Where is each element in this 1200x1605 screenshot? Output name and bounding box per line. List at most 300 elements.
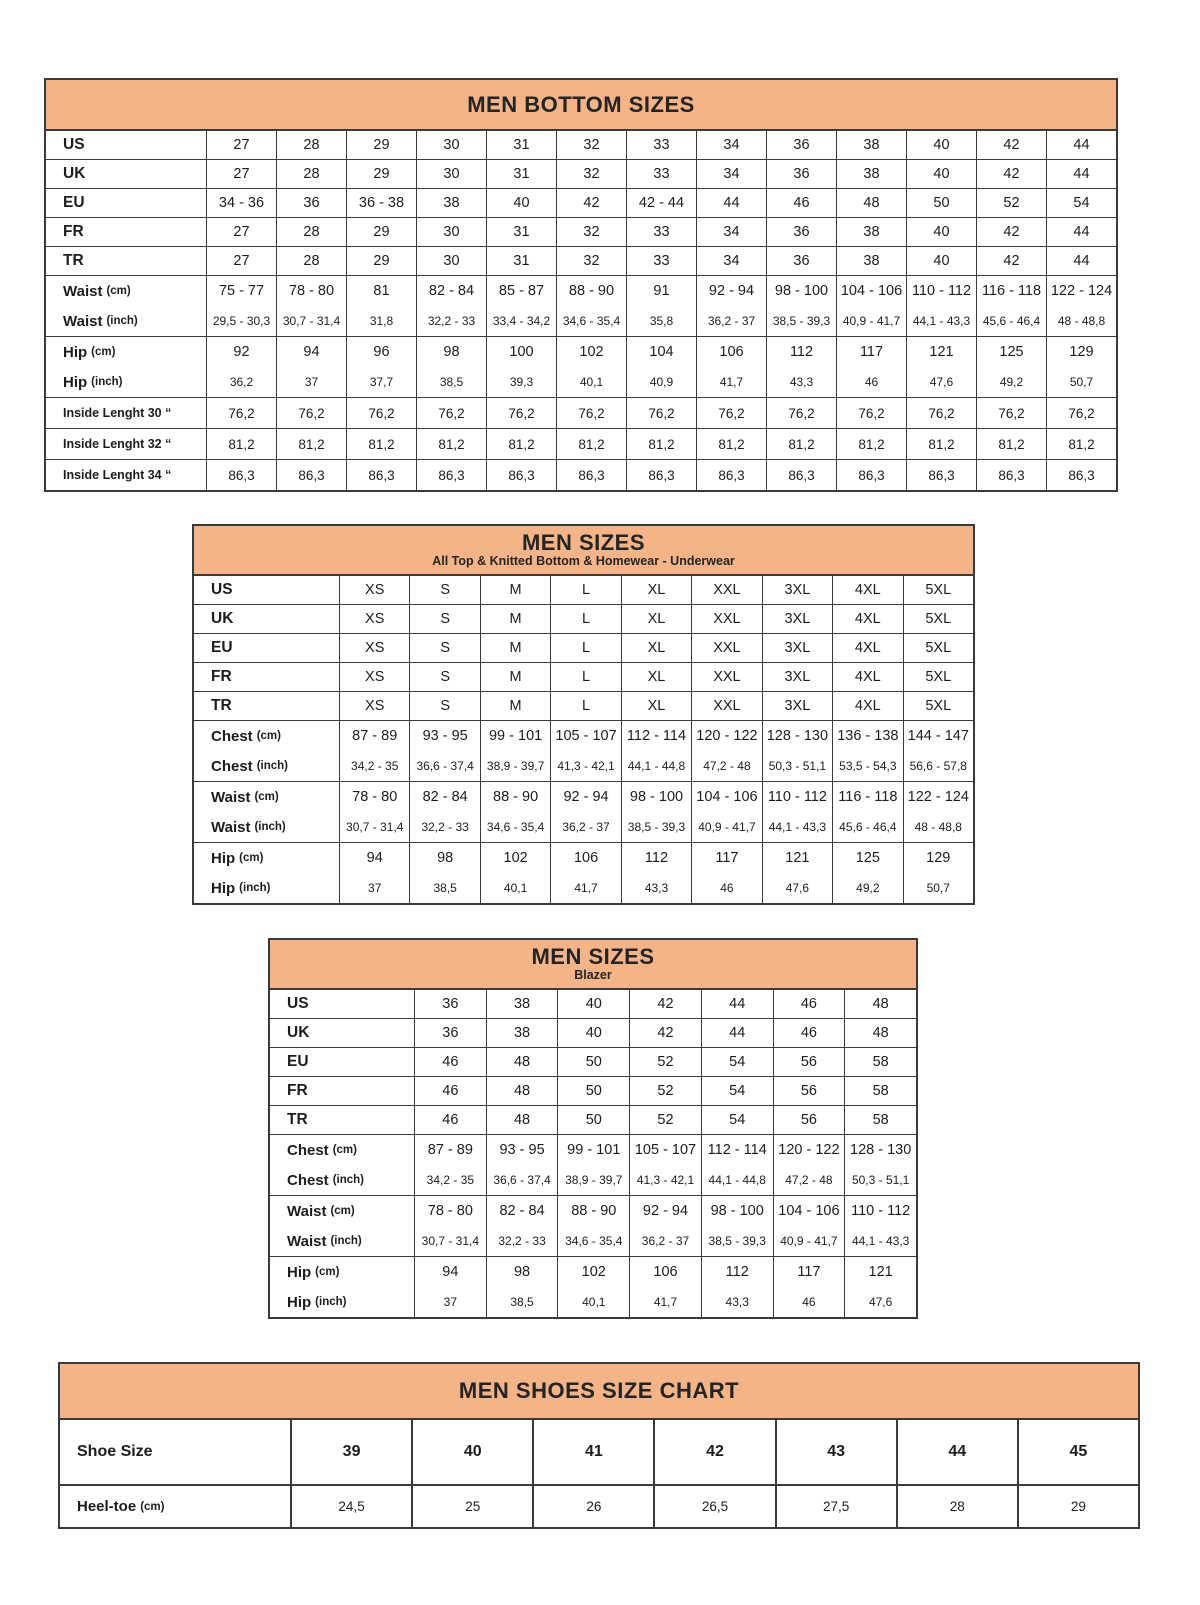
row-group: [270, 1134, 916, 1195]
cell-value: 56: [773, 1048, 845, 1076]
row-label: [194, 751, 339, 781]
cell-value: 121: [844, 1257, 916, 1287]
cell-value: 36: [766, 218, 836, 246]
row-group: [270, 1076, 916, 1105]
row-label-unit: (cm): [256, 730, 281, 742]
cell-value: 32,2 - 33: [409, 812, 479, 842]
row-label-unit: (cm): [330, 1205, 355, 1217]
cell-value: 86,3: [276, 460, 346, 490]
table-row-chest: [270, 1165, 916, 1195]
cell-value: 76,2: [556, 398, 626, 428]
cell-value: XS: [339, 605, 409, 633]
cell-value: 5XL: [903, 605, 973, 633]
cell-value: 81,2: [416, 429, 486, 459]
cell-value: 46: [836, 367, 906, 397]
cell-value: 36: [276, 189, 346, 217]
table-row-tr: [270, 1106, 916, 1134]
cell-value: 78 - 80: [414, 1196, 486, 1226]
cell-value: 36,2: [206, 367, 276, 397]
cell-value: 30: [416, 218, 486, 246]
cell-value: 34,6 - 35,4: [480, 812, 550, 842]
row-group: [46, 131, 1116, 159]
cell-value: 39,3: [486, 367, 556, 397]
cell-value: 48 - 48,8: [903, 812, 973, 842]
cell-value: XL: [621, 576, 691, 604]
cell-value: 27: [206, 160, 276, 188]
cell-value: 120 - 122: [691, 721, 761, 751]
row-label: [270, 1106, 414, 1134]
cell-value: 86,3: [626, 460, 696, 490]
cell-value: 125: [832, 843, 902, 873]
cell-value: 54: [701, 1077, 773, 1105]
cell-value: 26: [532, 1486, 653, 1527]
row-group: [46, 459, 1116, 490]
cell-value: 48: [486, 1106, 558, 1134]
cell-value: 87 - 89: [414, 1135, 486, 1165]
cell-value: 40,1: [480, 873, 550, 903]
cell-value: 34: [696, 160, 766, 188]
cell-value: 47,6: [906, 367, 976, 397]
cell-value: 40,1: [557, 1287, 629, 1317]
cell-value: 98: [486, 1257, 558, 1287]
cell-value: 50,3 - 51,1: [844, 1165, 916, 1195]
row-label-text: Waist: [211, 788, 251, 806]
cell-value: 30,7 - 31,4: [276, 306, 346, 336]
cell-value: 50: [557, 1106, 629, 1134]
row-label: [60, 1486, 290, 1527]
cell-value: 44,1 - 43,3: [906, 306, 976, 336]
row-label-unit: (cm): [239, 852, 264, 864]
row-group: [194, 691, 973, 720]
cell-value: 86,3: [906, 460, 976, 490]
cell-value: 32,2 - 33: [416, 306, 486, 336]
cell-value: 75 - 77: [206, 276, 276, 306]
cell-value: 81: [346, 276, 416, 306]
row-label: [46, 160, 206, 188]
cell-value: 86,3: [206, 460, 276, 490]
cell-value: 38,5 - 39,3: [621, 812, 691, 842]
row-label-unit: (cm): [91, 346, 116, 358]
row-label-text: US: [287, 995, 309, 1012]
cell-value: 76,2: [696, 398, 766, 428]
table-row-inside-lenght-34: [46, 460, 1116, 490]
row-group: [46, 336, 1116, 397]
cell-value: 32: [556, 160, 626, 188]
cell-value: 30: [416, 131, 486, 159]
cell-value: XXL: [691, 576, 761, 604]
cell-value: 94: [414, 1257, 486, 1287]
row-label-text: Chest: [211, 727, 253, 745]
cell-value: XS: [339, 663, 409, 691]
row-group: [194, 842, 973, 903]
cell-value: 116 - 118: [976, 276, 1046, 306]
table-row-us: [270, 990, 916, 1018]
table-row-waist: [46, 276, 1116, 306]
cell-value: 76,2: [766, 398, 836, 428]
table-row-uk: [270, 1019, 916, 1047]
cell-value: 76,2: [416, 398, 486, 428]
cell-value: 76,2: [906, 398, 976, 428]
cell-value: 112: [766, 337, 836, 367]
table-title: MEN BOTTOM SIZES: [467, 91, 695, 117]
cell-value: 46: [414, 1077, 486, 1105]
cell-value: 43,3: [766, 367, 836, 397]
cell-value: 48: [844, 1019, 916, 1047]
row-label-text: FR: [63, 223, 84, 240]
row-label-text: Waist: [63, 312, 103, 330]
row-label-text: Chest: [287, 1141, 329, 1159]
cell-value: 44,1 - 43,3: [844, 1226, 916, 1256]
cell-value: 82 - 84: [416, 276, 486, 306]
table-row-hip: [194, 843, 973, 873]
row-label: [270, 1226, 414, 1256]
cell-value: 34: [696, 131, 766, 159]
row-label: [46, 218, 206, 246]
cell-value: 117: [691, 843, 761, 873]
cell-value: 36: [766, 131, 836, 159]
table-row-us: [46, 131, 1116, 159]
men-shoes-size-chart-table: [58, 1362, 1140, 1529]
cell-value: 81,2: [556, 429, 626, 459]
cell-value: 37: [414, 1287, 486, 1317]
cell-value: 34,6 - 35,4: [557, 1226, 629, 1256]
cell-value: 43: [775, 1420, 896, 1484]
cell-value: 104: [626, 337, 696, 367]
cell-value: XL: [621, 663, 691, 691]
row-label-text: UK: [287, 1024, 310, 1041]
cell-value: 99 - 101: [557, 1135, 629, 1165]
cell-value: XL: [621, 634, 691, 662]
cell-value: 49,2: [976, 367, 1046, 397]
cell-value: 116 - 118: [832, 782, 902, 812]
table-row-chest: [194, 721, 973, 751]
cell-value: 78 - 80: [276, 276, 346, 306]
row-label-text: UK: [63, 165, 86, 182]
row-label-unit: (cm): [140, 1500, 165, 1513]
cell-value: 38,5: [416, 367, 486, 397]
cell-value: 44: [1046, 131, 1116, 159]
table-row-fr: [46, 218, 1116, 246]
table-header: [270, 940, 916, 990]
row-group: [46, 246, 1116, 275]
cell-value: 104 - 106: [836, 276, 906, 306]
cell-value: 3XL: [762, 576, 832, 604]
row-group: [194, 604, 973, 633]
cell-value: 105 - 107: [629, 1135, 701, 1165]
cell-value: 121: [906, 337, 976, 367]
table-row-hip: [270, 1287, 916, 1317]
row-group: [46, 428, 1116, 459]
row-group: [46, 217, 1116, 246]
cell-value: 44: [1046, 247, 1116, 275]
cell-value: 36,6 - 37,4: [486, 1165, 558, 1195]
cell-value: 39: [290, 1420, 411, 1484]
cell-value: 32: [556, 218, 626, 246]
table-row-waist: [270, 1226, 916, 1256]
cell-value: 38: [836, 131, 906, 159]
cell-value: 41,7: [629, 1287, 701, 1317]
row-label-text: TR: [211, 697, 232, 714]
cell-value: 42: [629, 1019, 701, 1047]
cell-value: 3XL: [762, 634, 832, 662]
cell-value: 36: [766, 160, 836, 188]
cell-value: 48: [836, 189, 906, 217]
row-label-unit: (inch): [332, 1174, 364, 1186]
table-row-hip: [270, 1257, 916, 1287]
cell-value: 38,9 - 39,7: [557, 1165, 629, 1195]
row-group: [60, 1484, 1138, 1527]
row-label-text: Hip: [63, 373, 88, 391]
row-label: [46, 189, 206, 217]
cell-value: 36: [766, 247, 836, 275]
row-label-text: US: [63, 136, 85, 153]
row-label: [194, 605, 339, 633]
table-header: [46, 80, 1116, 131]
row-label: [46, 337, 206, 367]
cell-value: 46: [773, 1019, 845, 1047]
cell-value: 46: [414, 1048, 486, 1076]
table-body: [194, 576, 973, 903]
table-row-uk: [46, 160, 1116, 188]
row-label: [194, 782, 339, 812]
cell-value: 117: [836, 337, 906, 367]
cell-value: 76,2: [276, 398, 346, 428]
cell-value: 40: [906, 131, 976, 159]
cell-value: M: [480, 692, 550, 720]
table-row-chest: [270, 1135, 916, 1165]
cell-value: 36,2 - 37: [696, 306, 766, 336]
row-label-text: TR: [63, 252, 84, 269]
cell-value: 37: [339, 873, 409, 903]
cell-value: 44,1 - 44,8: [621, 751, 691, 781]
cell-value: 32: [556, 131, 626, 159]
row-label-unit: (inch): [239, 882, 271, 894]
row-label-text: Heel-toe: [77, 1498, 137, 1515]
cell-value: 5XL: [903, 692, 973, 720]
cell-value: 28: [276, 247, 346, 275]
row-label-text: EU: [63, 194, 85, 211]
row-group: [46, 159, 1116, 188]
row-label-text: Hip: [287, 1263, 312, 1281]
cell-value: 43,3: [701, 1287, 773, 1317]
cell-value: 45,6 - 46,4: [832, 812, 902, 842]
cell-value: 41,7: [550, 873, 620, 903]
cell-value: 40,9 - 41,7: [691, 812, 761, 842]
cell-value: 48 - 48,8: [1046, 306, 1116, 336]
cell-value: 81,2: [276, 429, 346, 459]
row-label-text: Shoe Size: [77, 1443, 153, 1460]
cell-value: 92 - 94: [629, 1196, 701, 1226]
cell-value: 129: [1046, 337, 1116, 367]
row-label: [46, 276, 206, 306]
cell-value: 129: [903, 843, 973, 873]
row-label-text: FR: [211, 668, 232, 685]
cell-value: 50: [557, 1077, 629, 1105]
cell-value: 38: [416, 189, 486, 217]
cell-value: 98 - 100: [701, 1196, 773, 1226]
cell-value: 47,2 - 48: [691, 751, 761, 781]
cell-value: S: [409, 576, 479, 604]
row-group: [194, 662, 973, 691]
cell-value: 38: [836, 247, 906, 275]
cell-value: 33: [626, 218, 696, 246]
cell-value: 4XL: [832, 634, 902, 662]
cell-value: 38,9 - 39,7: [480, 751, 550, 781]
cell-value: 42: [653, 1420, 774, 1484]
row-group: [270, 1018, 916, 1047]
cell-value: 86,3: [416, 460, 486, 490]
table-row-tr: [46, 247, 1116, 275]
cell-value: 41,7: [696, 367, 766, 397]
row-group: [194, 720, 973, 781]
table-row-eu: [46, 189, 1116, 217]
cell-value: 29: [1017, 1486, 1138, 1527]
cell-value: 31: [486, 160, 556, 188]
cell-value: 117: [773, 1257, 845, 1287]
cell-value: 25: [411, 1486, 532, 1527]
cell-value: 50: [906, 189, 976, 217]
row-label-text: US: [211, 581, 233, 598]
cell-value: 40,9 - 41,7: [773, 1226, 845, 1256]
cell-value: 30,7 - 31,4: [414, 1226, 486, 1256]
cell-value: 81,2: [206, 429, 276, 459]
cell-value: 44: [896, 1420, 1017, 1484]
cell-value: 34,2 - 35: [414, 1165, 486, 1195]
cell-value: 41: [532, 1420, 653, 1484]
cell-value: 112 - 114: [621, 721, 691, 751]
cell-value: 54: [701, 1048, 773, 1076]
row-label-text: FR: [287, 1082, 308, 1099]
cell-value: 32,2 - 33: [486, 1226, 558, 1256]
cell-value: 33: [626, 131, 696, 159]
cell-value: 46: [691, 873, 761, 903]
row-label: [270, 1287, 414, 1317]
table-row-hip: [194, 873, 973, 903]
table-subtitle: All Top & Knitted Bottom & Homewear - Underwear: [432, 554, 735, 569]
cell-value: 91: [626, 276, 696, 306]
row-label-text: Waist: [287, 1202, 327, 1220]
cell-value: 46: [766, 189, 836, 217]
cell-value: 104 - 106: [773, 1196, 845, 1226]
cell-value: 30: [416, 160, 486, 188]
row-label: [270, 1196, 414, 1226]
cell-value: 32: [556, 247, 626, 275]
cell-value: 29: [346, 131, 416, 159]
cell-value: 81,2: [486, 429, 556, 459]
row-label: [46, 367, 206, 397]
cell-value: 122 - 124: [1046, 276, 1116, 306]
cell-value: 128 - 130: [762, 721, 832, 751]
cell-value: 47,6: [762, 873, 832, 903]
row-label: [270, 1077, 414, 1105]
cell-value: 38: [836, 218, 906, 246]
cell-value: 33: [626, 247, 696, 275]
row-label: [194, 873, 339, 903]
cell-value: 31,8: [346, 306, 416, 336]
cell-value: 37,7: [346, 367, 416, 397]
cell-value: 78 - 80: [339, 782, 409, 812]
row-group: [194, 576, 973, 604]
cell-value: M: [480, 605, 550, 633]
cell-value: 49,2: [832, 873, 902, 903]
cell-value: XXL: [691, 692, 761, 720]
cell-value: 50,7: [903, 873, 973, 903]
cell-value: 4XL: [832, 692, 902, 720]
row-label-text: Inside Lenght 30 “: [63, 406, 172, 420]
cell-value: 92: [206, 337, 276, 367]
row-label-text: Hip: [211, 849, 236, 867]
cell-value: 81,2: [766, 429, 836, 459]
row-label: [46, 398, 206, 428]
cell-value: S: [409, 692, 479, 720]
row-label-unit: (inch): [91, 376, 123, 388]
cell-value: 120 - 122: [773, 1135, 845, 1165]
row-label: [60, 1420, 290, 1484]
cell-value: 106: [550, 843, 620, 873]
cell-value: 56,6 - 57,8: [903, 751, 973, 781]
cell-value: 46: [414, 1106, 486, 1134]
cell-value: 3XL: [762, 663, 832, 691]
cell-value: 35,8: [626, 306, 696, 336]
cell-value: 38: [486, 1019, 558, 1047]
cell-value: 27,5: [775, 1486, 896, 1527]
cell-value: 81,2: [906, 429, 976, 459]
cell-value: 44: [696, 189, 766, 217]
row-label: [194, 843, 339, 873]
table-row-inside-lenght-30: [46, 398, 1116, 428]
cell-value: 27: [206, 131, 276, 159]
cell-value: L: [550, 576, 620, 604]
cell-value: 92 - 94: [696, 276, 766, 306]
cell-value: 27: [206, 218, 276, 246]
table-header: [60, 1364, 1138, 1420]
row-label: [46, 460, 206, 490]
cell-value: 34,2 - 35: [339, 751, 409, 781]
row-group: [270, 1105, 916, 1134]
cell-value: 29,5 - 30,3: [206, 306, 276, 336]
table-row-heel-toe: [60, 1486, 1138, 1527]
cell-value: XS: [339, 576, 409, 604]
cell-value: 42: [629, 990, 701, 1018]
cell-value: 34,6 - 35,4: [556, 306, 626, 336]
cell-value: 44,1 - 43,3: [762, 812, 832, 842]
row-label: [194, 721, 339, 751]
cell-value: 99 - 101: [480, 721, 550, 751]
cell-value: 27: [206, 247, 276, 275]
cell-value: 44: [701, 990, 773, 1018]
table-row-hip: [46, 337, 1116, 367]
cell-value: 31: [486, 131, 556, 159]
cell-value: 86,3: [696, 460, 766, 490]
row-label-text: Chest: [211, 757, 253, 775]
cell-value: 52: [629, 1106, 701, 1134]
cell-value: 102: [556, 337, 626, 367]
cell-value: 100: [486, 337, 556, 367]
cell-value: 122 - 124: [903, 782, 973, 812]
row-label-text: Inside Lenght 34 “: [63, 468, 172, 482]
cell-value: XXL: [691, 605, 761, 633]
cell-value: 29: [346, 247, 416, 275]
cell-value: 76,2: [206, 398, 276, 428]
cell-value: 38,5 - 39,3: [766, 306, 836, 336]
cell-value: 4XL: [832, 576, 902, 604]
cell-value: 76,2: [626, 398, 696, 428]
table-row-waist: [194, 782, 973, 812]
cell-value: M: [480, 576, 550, 604]
table-row-eu: [194, 634, 973, 662]
row-label-unit: (inch): [315, 1296, 347, 1308]
cell-value: 110 - 112: [906, 276, 976, 306]
